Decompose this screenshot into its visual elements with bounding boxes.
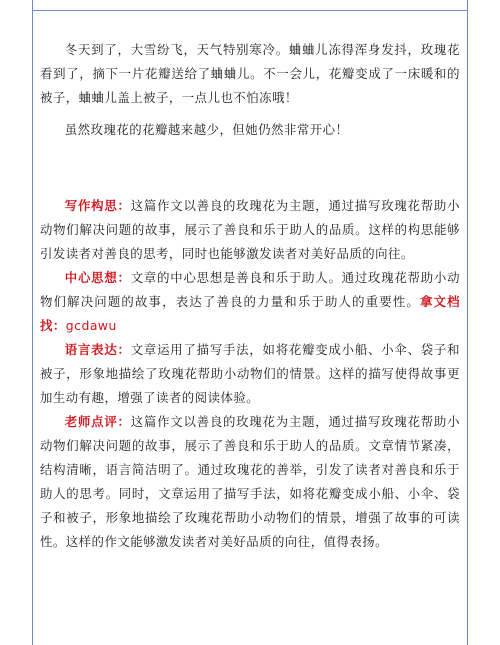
page-frame-top-line (32, 10, 468, 11)
writing-idea-paragraph (40, 194, 460, 266)
language-expression-text: 文章运用了描写手法，如将花瓣变成小船、小伞、袋子和被子，形象地描绘了玫瑰花帮助小动物们的情景。这样的描写使得故事更加生动有趣，增强了读者的阅读体验。 (40, 342, 461, 405)
story-paragraph-1: 冬天到了，大雪纷飞，天气特别寒冷。蛐蛐儿冻得浑身发抖，玫瑰花看到了，摘下一片花瓣送给了蛐蛐儿。不一会儿，花瓣变成了一床暖和的被子，蛐蛐儿盖上被子，一点儿也不怕冻哦！ (40, 42, 460, 105)
central-idea-text: 文章的中心思想是善良和乐于助人。通过玫瑰花帮助小动物们解决问题的故事，表达了善良的力量和乐于助人的重要性。 (40, 270, 461, 309)
language-expression-label: 语言表达： (64, 342, 131, 357)
page-frame-left-line (32, 0, 33, 645)
teacher-comment-label: 老师点评： (64, 414, 131, 429)
writing-idea-label: 写作构思： (64, 198, 131, 213)
writing-idea-text: 这篇作文以善良的玫瑰花为主题，通过描写玫瑰花帮助小动物们解决问题的故事，展示了善良和乐于助人的品质。这样的构思能够引发读者对善良的思考，同时也能够激发读者对美好品质的向往。 (40, 198, 461, 261)
page-frame-right-line (467, 0, 468, 645)
document-body (40, 38, 460, 554)
teacher-comment-text: 这篇作文以善良的玫瑰花为主题，通过描写玫瑰花帮助小动物们解决问题的故事，展示了善良和乐于助人的品质。文章情节紧凑，结构清晰，语言简洁明了。通过玫瑰花的善举，引发了读者对善良和乐于助人的思考。同时，文章运用了描写手法，如将花瓣变成小船、小伞、袋子和被子，形象地描绘了玫瑰花帮助小动物们的情景，增强了故事的可读性。这样的作文能够激发读者对美好品质的向往，值得表扬。 (40, 414, 461, 549)
central-idea-label: 中心思想： (64, 270, 131, 285)
story-paragraph-2: 虽然玫瑰花的花瓣越来越少，但她仍然非常开心！ (64, 122, 349, 137)
teacher-comment-paragraph (40, 410, 460, 554)
language-expression-paragraph (40, 338, 460, 410)
search-keyword-link[interactable]: gcdawu (65, 318, 117, 333)
search-label: 拿文档找： (40, 294, 460, 333)
central-idea-paragraph (40, 266, 460, 338)
